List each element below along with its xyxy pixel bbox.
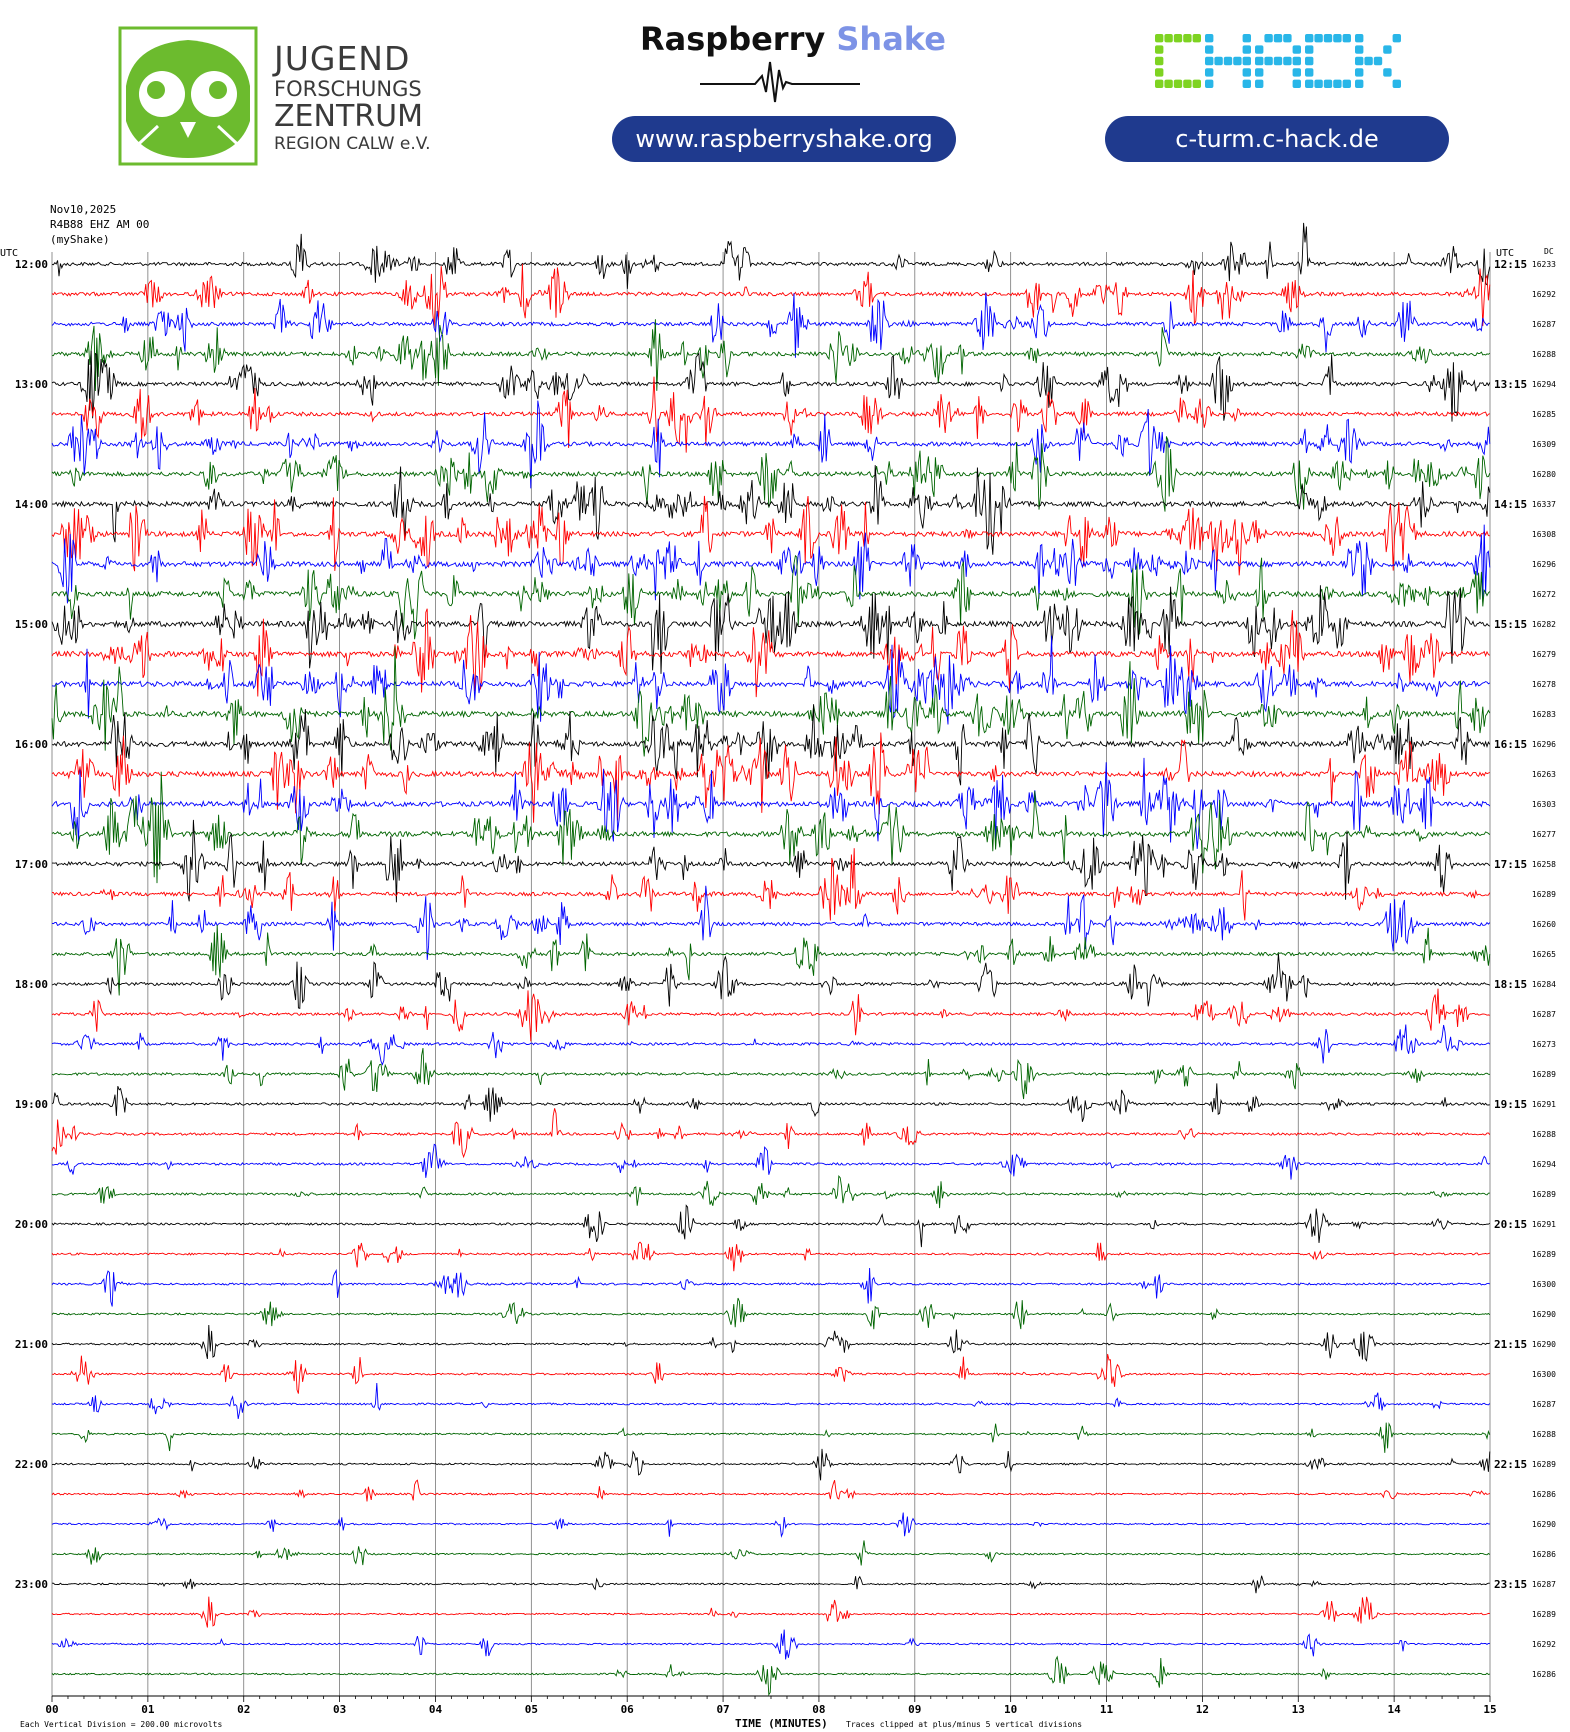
trace-row-38: [52, 1383, 1490, 1419]
trace-row-43: [52, 1540, 1490, 1565]
dc-value-label: 16282: [1531, 620, 1556, 629]
jfz-line1: JUGEND: [274, 39, 411, 78]
trace-row-40: [52, 1449, 1490, 1480]
trace-row-28: [52, 1083, 1490, 1121]
x-tick-label: 08: [812, 1703, 826, 1716]
jfz-line2: FORSCHUNGS: [274, 77, 422, 101]
x-tick-label: 00: [45, 1703, 59, 1716]
dc-value-label: 16296: [1531, 560, 1556, 569]
dc-value-label: 16285: [1531, 410, 1556, 419]
dc-value-label: 16303: [1531, 800, 1556, 809]
dc-value-label: 16288: [1531, 1430, 1556, 1439]
dc-value-label: 16290: [1531, 1520, 1556, 1529]
x-tick-label: 15: [1483, 1703, 1497, 1716]
left-time-label: 22:00: [14, 1458, 48, 1471]
trace-row-47: [52, 1657, 1490, 1695]
dc-value-label: 16288: [1531, 350, 1556, 359]
dc-value-label: 16292: [1531, 290, 1556, 299]
dc-value-label: 16272: [1531, 590, 1556, 599]
right-time-label: 18:15: [1494, 978, 1528, 991]
x-tick-label: 05: [524, 1703, 538, 1716]
dc-value-label: 16292: [1531, 1640, 1556, 1649]
x-tick-label: 12: [1195, 1703, 1210, 1716]
right-time-label: 22:15: [1494, 1458, 1528, 1471]
left-time-label: 18:00: [14, 978, 48, 991]
left-time-label: 13:00: [14, 378, 48, 391]
dc-value-label: 16287: [1531, 1400, 1556, 1409]
jfz-line4: REGION CALW e.V.: [274, 134, 431, 154]
header-station: R4B88 EHZ AM 00: [50, 218, 150, 231]
trace-row-45: [52, 1597, 1490, 1628]
dc-header-label: DC: [1544, 247, 1554, 256]
trace-row-31: [52, 1176, 1490, 1208]
left-time-label: 21:00: [14, 1338, 48, 1351]
trace-row-1: [52, 264, 1490, 328]
dc-value-label: 16294: [1531, 1160, 1556, 1169]
raspberryshake-url-button[interactable]: www.raspberryshake.org: [612, 116, 956, 162]
trace-row-26: [52, 1025, 1490, 1065]
dc-value-label: 16289: [1531, 1190, 1556, 1199]
dc-value-label: 16290: [1531, 1340, 1556, 1349]
dc-value-label: 16289: [1531, 890, 1556, 899]
x-tick-label: 04: [428, 1703, 443, 1716]
trace-row-35: [52, 1298, 1490, 1329]
left-time-label: 12:00: [14, 258, 48, 271]
right-time-label: 13:15: [1494, 378, 1528, 391]
dc-value-label: 16286: [1531, 1490, 1556, 1499]
dc-value-label: 16289: [1531, 1250, 1556, 1259]
dc-value-label: 16291: [1531, 1220, 1556, 1229]
trace-row-25: [52, 989, 1490, 1042]
dc-value-label: 16287: [1531, 1580, 1556, 1589]
left-time-label: 16:00: [14, 738, 48, 751]
trace-row-2: [52, 293, 1490, 358]
x-axis-title: TIME (MINUTES): [735, 1717, 828, 1730]
right-time-label: 17:15: [1494, 858, 1528, 871]
dc-value-label: 16291: [1531, 1100, 1556, 1109]
trace-row-36: [52, 1325, 1490, 1361]
right-utc-label: UTC: [1496, 248, 1515, 259]
trace-row-19: [52, 772, 1490, 883]
left-utc-label: UTC: [0, 248, 19, 259]
dc-value-label: 16263: [1531, 770, 1556, 779]
right-time-label: 21:15: [1494, 1338, 1528, 1351]
dc-value-label: 16294: [1531, 380, 1556, 389]
trace-row-46: [52, 1630, 1490, 1660]
trace-row-27: [52, 1048, 1490, 1099]
rs-word1: Raspberry: [640, 20, 826, 58]
right-time-label: 19:15: [1494, 1098, 1528, 1111]
left-time-label: 17:00: [14, 858, 48, 871]
dc-value-label: 16278: [1531, 680, 1556, 689]
x-tick-label: 03: [332, 1703, 347, 1716]
x-tick-label: 14: [1387, 1703, 1401, 1716]
x-tick-label: 01: [141, 1703, 155, 1716]
dc-value-label: 16265: [1531, 950, 1556, 959]
left-time-label: 20:00: [14, 1218, 48, 1231]
jfz-line3: ZENTRUM: [274, 99, 423, 134]
trace-row-0: [52, 223, 1490, 289]
dc-value-label: 16337: [1531, 500, 1556, 509]
trace-row-37: [52, 1354, 1490, 1394]
right-time-label: 16:15: [1494, 738, 1528, 751]
trace-row-4: [52, 351, 1490, 422]
dc-value-label: 16284: [1531, 980, 1556, 989]
x-tick-label: 10: [1004, 1703, 1018, 1716]
right-time-label: 12:15: [1494, 258, 1528, 271]
dc-value-label: 16279: [1531, 650, 1556, 659]
dc-value-label: 16286: [1531, 1550, 1556, 1559]
dc-value-label: 16289: [1531, 1610, 1556, 1619]
dc-value-label: 16288: [1531, 1130, 1556, 1139]
x-tick-label: 02: [237, 1703, 251, 1716]
dc-value-label: 16273: [1531, 1040, 1556, 1049]
trace-row-34: [52, 1268, 1490, 1307]
trace-row-42: [52, 1513, 1490, 1537]
dc-value-label: 16289: [1531, 1460, 1556, 1469]
dc-value-label: 16287: [1531, 1010, 1556, 1019]
right-time-label: 15:15: [1494, 618, 1528, 631]
dc-value-label: 16309: [1531, 440, 1556, 449]
dc-value-label: 16283: [1531, 710, 1556, 719]
x-tick-label: 06: [620, 1703, 634, 1716]
trace-row-7: [52, 436, 1490, 511]
right-time-label: 23:15: [1494, 1578, 1528, 1591]
dc-value-label: 16287: [1531, 320, 1556, 329]
x-tick-label: 09: [908, 1703, 922, 1716]
dc-value-label: 16258: [1531, 860, 1556, 869]
trace-row-39: [52, 1423, 1490, 1453]
trace-row-5: [52, 377, 1490, 453]
chack-url-button[interactable]: c-turm.c-hack.de: [1105, 116, 1449, 162]
header-network: (myShake): [50, 233, 110, 246]
left-time-label: 19:00: [14, 1098, 48, 1111]
right-time-label: 20:15: [1494, 1218, 1528, 1231]
footer-clip-note: Traces clipped at plus/minus 5 vertical divisions: [846, 1720, 1083, 1729]
dc-value-label: 16233: [1531, 260, 1556, 269]
rs-word2: Shake: [836, 20, 946, 58]
trace-row-33: [52, 1242, 1490, 1271]
dc-value-label: 16289: [1531, 1070, 1556, 1079]
trace-row-41: [52, 1480, 1490, 1501]
trace-row-29: [52, 1108, 1490, 1157]
trace-row-30: [52, 1144, 1490, 1179]
x-tick-label: 07: [716, 1703, 730, 1716]
right-time-label: 14:15: [1494, 498, 1528, 511]
footer-scale-note: Each Vertical Division = 200.00 microvolts: [20, 1720, 223, 1729]
left-time-label: 14:00: [14, 498, 48, 511]
left-time-label: 15:00: [14, 618, 48, 631]
dc-value-label: 16300: [1531, 1370, 1556, 1379]
dc-value-label: 16308: [1531, 530, 1556, 539]
dc-value-label: 16290: [1531, 1310, 1556, 1319]
x-tick-label: 11: [1099, 1703, 1114, 1716]
dc-value-label: 16300: [1531, 1280, 1556, 1289]
trace-row-12: [52, 585, 1490, 674]
dc-value-label: 16280: [1531, 470, 1556, 479]
trace-row-24: [52, 954, 1490, 1009]
header-date: Nov10,2025: [50, 203, 117, 216]
dc-value-label: 16277: [1531, 830, 1556, 839]
dc-value-label: 16286: [1531, 1670, 1556, 1679]
x-tick-label: 13: [1291, 1703, 1305, 1716]
left-time-label: 23:00: [14, 1578, 48, 1591]
trace-row-32: [52, 1205, 1490, 1247]
dc-value-label: 16260: [1531, 920, 1556, 929]
trace-row-44: [52, 1576, 1490, 1594]
dc-value-label: 16296: [1531, 740, 1556, 749]
seismogram-traces: [52, 223, 1490, 1695]
